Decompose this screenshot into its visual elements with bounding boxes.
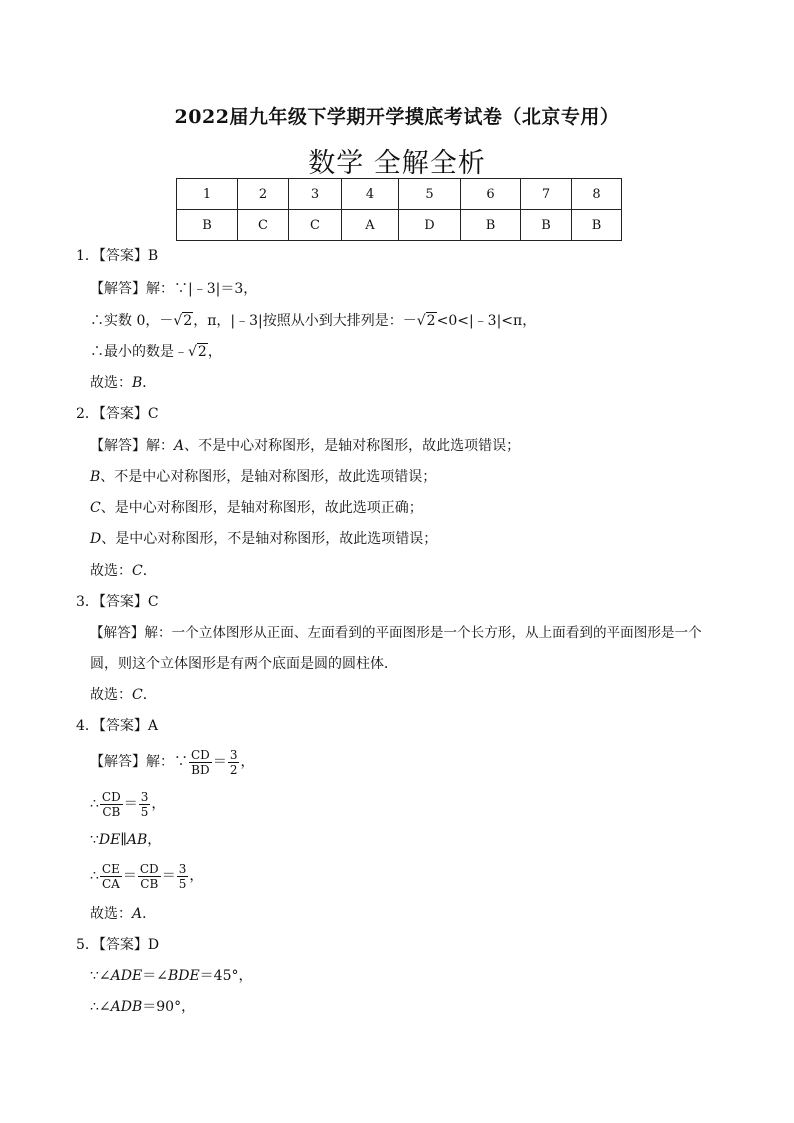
q5-solution-line (90, 997, 195, 1017)
numerator: 3 (178, 861, 187, 876)
table-cell: 4 (342, 179, 399, 210)
q4-solution-line (90, 744, 254, 780)
q3-solution-line (90, 685, 157, 705)
fraction (138, 862, 161, 891)
numerator: CE (101, 861, 120, 876)
text-span: 【解答】解： (90, 438, 174, 454)
answer-table (176, 178, 622, 241)
text-span: ，π，|﹣3|按照从小到大排列是：－ (193, 313, 417, 329)
q4-answer-heading: 4．【答案】A (76, 718, 159, 734)
table-cell: B (461, 210, 521, 241)
table-cell: C (289, 210, 342, 241)
numerator: CD (191, 747, 210, 762)
text-span: ∴ (90, 868, 99, 884)
q2-answer-heading: 2．【答案】C (76, 406, 159, 422)
q2-solution-line (90, 436, 520, 456)
answer-letter: C (132, 563, 143, 579)
fraction (100, 862, 122, 891)
q4-solution-line (90, 830, 161, 850)
text-span: ， (240, 754, 255, 770)
text-span: ∴最小的数是﹣ (90, 344, 188, 360)
table-cell: A (342, 210, 399, 241)
sqrt-expression: √2 (173, 313, 193, 329)
q1-solution-line: 【解答】解：∵|﹣3|＝3， (90, 281, 258, 297)
numerator: CD (101, 789, 121, 804)
q4-solution-line (90, 858, 203, 894)
denominator: 5 (178, 876, 187, 891)
table-cell: C (238, 210, 289, 241)
q3-solution-line: 圆，则这个立体图形是有两个底面是圆的圆柱体． (90, 656, 398, 672)
angle-name: BDE (167, 968, 200, 984)
text-span: 故选： (90, 906, 132, 922)
math-expression: DE∥AB (98, 832, 148, 848)
denominator: 2 (229, 762, 238, 777)
text-span: ＝ (123, 796, 138, 812)
numerator: CD (139, 861, 159, 876)
text-span: 、是中心对称图形，不是轴对称图形，故此选项错误； (101, 531, 438, 547)
table-cell: 1 (177, 179, 238, 210)
text-span: ， (151, 796, 166, 812)
q3-solution-line: 【解答】解：一个立体图形从正面、左面看到的平面图形是一个长方形，从上面看到的平面图形是一个 (90, 625, 702, 641)
numerator: 3 (229, 747, 238, 762)
text-span: ， (189, 868, 204, 884)
text-span: ∵ (90, 832, 99, 848)
denominator: CB (102, 804, 121, 819)
text-span: 【解答】解：∵ (90, 754, 188, 770)
text-span: 故选： (90, 687, 132, 703)
angle-name: ADB (110, 999, 143, 1015)
q1-solution-line (90, 373, 156, 393)
option-letter: A (174, 438, 185, 454)
q4-solution-line (90, 904, 156, 924)
text-span: ∴ (90, 796, 99, 812)
text-span: ． (142, 687, 157, 703)
text-span: ． (142, 375, 157, 391)
q3-answer-heading: 3．【答案】C (76, 594, 159, 610)
angle-name: ADE (110, 968, 143, 984)
radicand: 2 (183, 313, 193, 329)
text-span: 故选： (90, 375, 132, 391)
text-span: ∵∠ (90, 968, 111, 984)
text-span: ＝90°， (142, 999, 196, 1015)
text-span: ， (207, 344, 222, 360)
table-cell: 5 (399, 179, 461, 210)
option-letter: D (90, 531, 102, 547)
text-span: ＝45°， (199, 968, 253, 984)
page-title: 2022届九年级下学期开学摸底考试卷（北京专用） (174, 106, 620, 128)
denominator: BD (191, 762, 210, 777)
answer-letter: B (132, 375, 143, 391)
q1-solution-line (90, 342, 222, 362)
table-cell: 3 (289, 179, 342, 210)
page-subtitle: 数学 全解全析 (308, 148, 486, 179)
q4-solution-line (90, 786, 165, 822)
text-span: ， (147, 832, 162, 848)
text-span: ∴实数 0，－ (90, 313, 174, 329)
denominator: CB (140, 876, 159, 891)
numerator: 3 (140, 789, 149, 804)
text-span: 、不是中心对称图形，是轴对称图形，故此选项错误； (184, 438, 521, 454)
denominator: CA (101, 876, 120, 891)
answer-letter: C (132, 687, 143, 703)
q5-solution-line (90, 966, 253, 986)
text-span: ∴∠ (90, 999, 111, 1015)
text-span: ＝ (212, 754, 227, 770)
fraction (177, 862, 189, 891)
option-letter: C (90, 500, 101, 516)
table-cell: 8 (572, 179, 622, 210)
q2-solution-line (90, 561, 157, 581)
radicand: 2 (426, 313, 436, 329)
text-span: ＝∠ (142, 968, 168, 984)
fraction (139, 790, 151, 819)
q2-solution-line (90, 498, 423, 518)
answer-letter: A (132, 906, 143, 922)
sqrt-expression: √2 (188, 344, 207, 360)
answer-table-number-row (177, 179, 622, 210)
text-span: ． (142, 906, 157, 922)
fraction (189, 748, 212, 777)
table-cell: 6 (461, 179, 521, 210)
fraction (228, 748, 240, 777)
text-span: 、是中心对称图形，是轴对称图形，故此选项正确； (100, 500, 423, 516)
q5-answer-heading: 5．【答案】D (76, 937, 160, 953)
denominator: 5 (140, 804, 149, 819)
q2-solution-line (90, 529, 437, 549)
text-span: 故选： (90, 563, 132, 579)
table-cell: 7 (521, 179, 572, 210)
q1-answer-heading: 1．【答案】B (76, 248, 159, 264)
text-span: ． (142, 563, 157, 579)
answer-table-answer-row (177, 210, 622, 241)
text-span: 、不是中心对称图形，是轴对称图形，故此选项错误； (100, 469, 437, 485)
text-span: <0<|﹣3|<π， (436, 313, 537, 329)
table-cell: B (572, 210, 622, 241)
option-letter: B (90, 469, 101, 485)
text-span: ＝ (122, 868, 137, 884)
text-span: ＝ (161, 868, 176, 884)
q1-solution-line (90, 311, 536, 331)
fraction (100, 790, 123, 819)
radicand: 2 (197, 344, 207, 360)
table-cell: B (177, 210, 238, 241)
table-cell: D (399, 210, 461, 241)
sqrt-expression: √2 (416, 313, 436, 329)
q2-solution-line (90, 467, 436, 487)
table-cell: 2 (238, 179, 289, 210)
table-cell: B (521, 210, 572, 241)
